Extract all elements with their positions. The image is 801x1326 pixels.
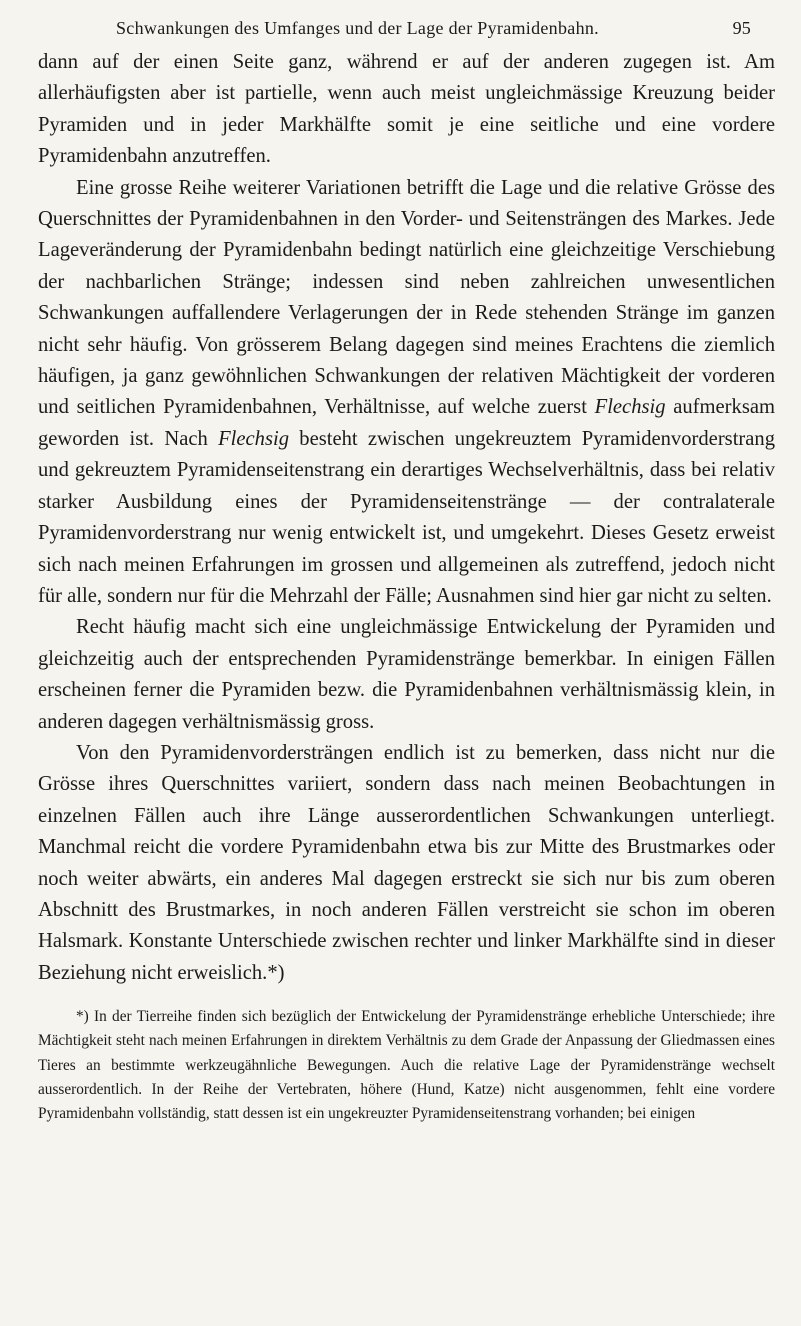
running-title: Schwankungen des Umfanges und der Lage der Pyramidenbahn. [116,18,599,38]
paragraph-2-text-b: aufmerksam geworden ist. [38,396,776,450]
footnote-block [38,1005,775,1126]
paragraph-5-text: Von den Pyramidenvordersträngen endlich ist zu bemerken, dass nicht nur die Grösse ihres Querschnittes variiert, sondern dass nach meinen Beobachtungen in einzelnen Fällen auch ihre Länge ausserordentlichen Schwankungen unterliegt. Manchmal reicht die vordere Pyramidenbahn etwa bis zur Mitte des Brustmarkes oder noch weiter abwärts, ein anderes Mal dagegen erstreckt sie sich nur bis zum oberen Abschnitt des Brustmarkes, in noch anderen Fällen verstreicht sie schon im oberen Halsmark. Konstante Unterschiede zwischen rechter und linker Markhälfte sind in dieser Beziehung nicht erweislich.*) [38,741,775,984]
paragraph-3-text-a: Nach [164,427,208,450]
paragraph-2-text-a: Eine grosse Reihe weiterer Variationen betrifft die Lage und die relative Grösse des Querschnittes der Pyramidenbahnen in den Vorder- und Seitensträngen des Markes. Jede Lageveränderung der Pyramidenbahn bedingt natürlich eine gleichzeitige Verschiebung der nachbarlichen Stränge; indessen sind neben zahlreichen unwesentlichen Schwankungen auffallendere Verlagerungen der in Rede stehenden Stränge im ganzen nicht sehr häufig. Von grösserem Belang dagegen sind meines Erachtens die ziemlich häufigen, ja ganz gewöhnlichen Schwankungen der relativen Mächtigkeit der vorderen und seitlichen Pyramidenbahnen, Verhältnisse, auf welche zuerst [38,176,775,419]
page-number: 95 [732,18,751,38]
paragraph-3-text-b: besteht zwischen ungekreuztem Pyramidenvorderstrang und gekreuztem Pyramidenseitenstrang ein derartiges Wechselverhältnis, dass bei relativ starker Ausbildung eines der Pyramidenseitenstränge — der contralaterale Pyramidenvorderstrang nur wenig entwickelt ist, und umgekehrt. Dieses Gesetz erweist sich nach meinen Erfahrungen im grossen und allgemeinen als zutreffend, jedoch nicht für alle, sondern nur für die Mehrzahl der Fälle; Ausnahmen sind hier gar nicht zu selten. [38,427,776,607]
paragraph-5 [38,738,775,989]
running-head [38,18,775,39]
paragraph-1-text: dann auf der einen Seite ganz, während er auf der anderen zugegen ist. Am allerhäufigsten aber ist partielle, wenn auch meist ungleichmässige Kreuzung beider Pyramiden und in jeder Markhälfte somit je eine seitliche und eine vordere Pyramidenbahn anzutreffen. [38,51,775,168]
paragraph-2 [38,173,775,613]
paragraph-1 [38,47,775,173]
paragraph-4-text: Recht häufig macht sich eine ungleichmässige Entwickelung der Pyramiden und gleichzeitig auch der entsprechenden Pyramidenstränge bemerkbar. In einigen Fällen erscheinen ferner die Pyramiden bezw. die Pyramidenbahnen verhältnismässig klein, in anderen dagegen verhältnismässig gross. [38,616,775,733]
body-text [38,47,775,989]
author-name-flechsig: Flechsig [594,396,666,419]
footnote: *) In der Tierreihe finden sich bezüglich der Entwickelung der Pyramidenstränge erhebliche Unterschiede; ihre Mächtigkeit steht nach meinen Erfahrungen in direktem Verhältnis zu dem Grade der Anpassung der Gliedmassen eines Tieres an bestimmte werkzeugähnliche Bewegungen. Auch die relative Lage der Pyramidenstränge wechselt ausserordentlich. In der Reihe der Vertebraten, höhere (Hund, Katze) nicht ausgenommen, fehlt eine vordere Pyramidenbahn vollständig, statt dessen ist ein ungekreuzter Pyramidenseitenstrang vorhanden; bei einigen [38,1008,775,1122]
paragraph-4 [38,612,775,738]
author-name-flechsig: Flechsig [218,427,290,450]
